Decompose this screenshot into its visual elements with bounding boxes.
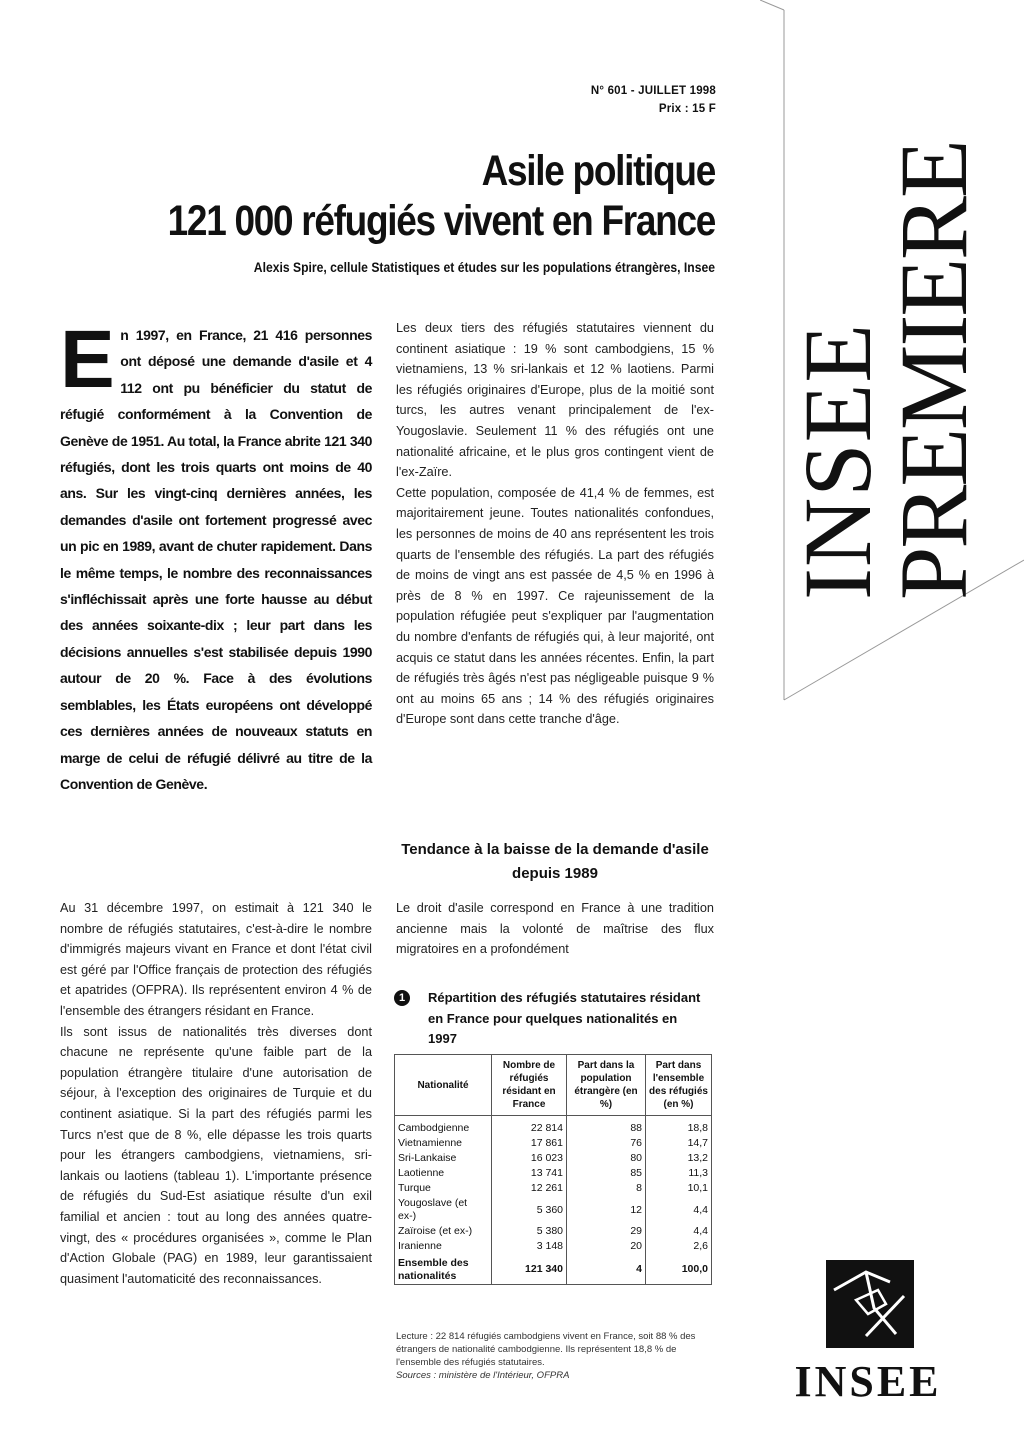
- table-cell: 12: [567, 1196, 646, 1224]
- note-label: Lecture :: [396, 1331, 433, 1342]
- table-cell: 4: [567, 1254, 646, 1285]
- issue-number: N° 601 - JUILLET 1998: [590, 85, 716, 97]
- paragraph: Les deux tiers des réfugiés statutaires viennent du continent asiatique : 19 % sont cambodgiens, 15 % vietnamiens, 13 % sri-lankais et 12 % laotiens. Parmi les réfugiés originaires d'Europe, plus de la moitié sont turcs, les autres venant principalement de l'ex-Yougoslavie. Seulement 11 % des réfugiés ont une nationalité africaine, et le plus gros contingent vient de l'ex-Zaïre.: [396, 321, 714, 480]
- table-cell: 3 148: [492, 1239, 567, 1254]
- table-cell: 76: [567, 1136, 646, 1151]
- intro-paragraph: [60, 314, 372, 797]
- brand-line-2: PREMIERE: [880, 141, 987, 600]
- table-cell: 88: [567, 1116, 646, 1137]
- table-note: [396, 1330, 712, 1382]
- drop-cap: E: [60, 314, 115, 405]
- table-row: [395, 1196, 712, 1224]
- column-3: [396, 898, 714, 960]
- table-cell: 4,4: [646, 1224, 712, 1239]
- source-text: Sources : ministère de l'Intérieur, OFPRA: [396, 1370, 570, 1381]
- paragraph: Le droit d'asile correspond en France à une tradition ancienne mais la volonté de maîtrise des flux migratoires en a profondément: [396, 901, 714, 957]
- table-row: [395, 1136, 712, 1151]
- table-row: [395, 1116, 712, 1137]
- table-cell: Yougoslave (et ex-): [395, 1196, 492, 1224]
- title-line-1: Asile politique: [481, 147, 715, 195]
- issue-info: [591, 82, 716, 118]
- table-cell: 8: [567, 1181, 646, 1196]
- intro-text: n 1997, en France, 21 416 personnes ont déposé une demande d'asile et 4 112 ont pu bénéficier du statut de réfugié conformément à la Convention de Genève de 1951. Au total, la France abrite 121 340 réfugiés, dont les trois quarts ont moins de 40 ans. Sur les vingt-cinq dernières années, les demandes d'asile ont fortement progressé avec un pic en 1989, avant de chuter rapidement. Dans le même temps, le nombre des reconnaissances s'infléchissait après une forte hausse au début des années soixante-dix ; leur part dans les décisions annuelles s'est stabilisée depuis 1990 autour de 20 %. Face à des évolutions semblables, les États européens ont développé ces dernières années de nouveaux statuts en marge de celui de réfugié délivré au titre de la Convention de Genève.: [60, 327, 372, 792]
- table-cell: Cambodgienne: [395, 1116, 492, 1137]
- refugee-table: [394, 1054, 712, 1285]
- table-cell: 20: [567, 1239, 646, 1254]
- table-cell: 5 360: [492, 1196, 567, 1224]
- table-number-badge: 1: [394, 990, 410, 1006]
- table-title: Répartition des réfugiés statutaires résidant en France pour quelques nationalités en 1997: [428, 990, 701, 1046]
- table-cell: Vietnamienne: [395, 1136, 492, 1151]
- table-cell: 2,6: [646, 1239, 712, 1254]
- table-header: Nombre de réfugiés résidant en France: [492, 1055, 567, 1116]
- table-cell: 5 380: [492, 1224, 567, 1239]
- table-cell: Ensemble des nationalités: [395, 1254, 492, 1285]
- table-cell: 80: [567, 1151, 646, 1166]
- brand-vertical: [784, 40, 1020, 600]
- byline: Alexis Spire, cellule Statistiques et études sur les populations étrangères, Insee: [253, 260, 715, 275]
- paragraph: Au 31 décembre 1997, on estimait à 121 340 le nombre de réfugiés statutaires, c'est-à-dire le nombre d'immigrés majeurs vivant en France et dont l'état civil est géré par l'Office français de protection des réfugiés et apatrides (OFPRA). Ils représentent environ 4 % de l'ensemble des étrangers résidant en France.: [60, 901, 372, 1018]
- column-2: [396, 318, 714, 730]
- table-header: Part dans l'ensemble des réfugiés (en %): [646, 1055, 712, 1116]
- table-cell: 14,7: [646, 1136, 712, 1151]
- table-header-row: [395, 1055, 712, 1116]
- table-cell: Turque: [395, 1181, 492, 1196]
- title-line-2: 121 000 réfugiés vivent en France: [167, 197, 715, 245]
- issue-price: Prix : 15 F: [658, 103, 716, 115]
- table-cell: Iranienne: [395, 1239, 492, 1254]
- table-cell: 4,4: [646, 1196, 712, 1224]
- table-total-row: [395, 1254, 712, 1285]
- table-header: Nationalité: [395, 1055, 492, 1116]
- paragraph: Cette population, composée de 41,4 % de femmes, est majoritairement jeune. Toutes nationalités confondues, les personnes de moins de 40 ans représentent les trois quarts de l'ensemble des réfugiés. La part des réfugiés de moins de vingt ans est passée de 4,5 % en 1996 à près de 8 % en 1997. Ce rajeunissement de la population réfugiée peut s'expliquer par l'augmentation du nombre d'enfants de réfugiés qui, à leur majorité, ont acquis ce statut dans les années récentes. Enfin, la part de réfugiés très âgés n'est pas négligeable puisque 9 % ont au moins 65 ans ; 14 % des réfugiés originaires d'Europe sont dans cette tranche d'âge.: [396, 485, 714, 727]
- table-cell: 29: [567, 1224, 646, 1239]
- table-cell: Laotienne: [395, 1166, 492, 1181]
- table-cell: Sri-Lankaise: [395, 1151, 492, 1166]
- table-cell: 85: [567, 1166, 646, 1181]
- table-row: [395, 1166, 712, 1181]
- page-title: [152, 146, 715, 246]
- table-row: [395, 1181, 712, 1196]
- table-cell: 100,0: [646, 1254, 712, 1285]
- paragraph: Ils sont issus de nationalités très diverses dont chacune ne représente qu'une faible part de la population étrangère titulaire d'une autorisation de séjour, à l'exception des originaires de Turquie et du continent asiatique. Si la part des réfugiés parmi les Turcs n'est que de 8 %, elle dépasse les trois quarts pour les étrangers cambodgiens, vietnamiens, sri-lankais ou laotiens (tableau 1). L'importante présence de réfugiés du Sud-Est asiatique résulte d'un exil familial et ancien : tout au long des années quatre-vingt, des « procédures organisées », comme le Plan d'Action Globale (PAG) en 1989, leur garantissaient quasiment l'automaticité des reconnaissances.: [60, 1024, 372, 1286]
- table-cell: 12 261: [492, 1181, 567, 1196]
- table-header: Part dans la population étrangère (en %): [567, 1055, 646, 1116]
- insee-logo-text: INSEE: [794, 1357, 942, 1406]
- table-cell: 13,2: [646, 1151, 712, 1166]
- table-cell: 18,8: [646, 1116, 712, 1137]
- note-text: 22 814 réfugiés cambodgiens vivent en France, soit 88 % des étrangers de nationalité cambodgienne. Ils représentent 18,8 % de l'ensemble des réfugiés statutaires.: [396, 1331, 696, 1368]
- table-cell: 11,3: [646, 1166, 712, 1181]
- insee-logo-icon: [826, 1260, 914, 1348]
- table-cell: 17 861: [492, 1136, 567, 1151]
- table-cell: 22 814: [492, 1116, 567, 1137]
- insee-logo: [826, 1260, 914, 1348]
- column-1: [60, 898, 372, 1289]
- table-row: [395, 1151, 712, 1166]
- section-heading: Tendance à la baisse de la demande d'asile depuis 1989: [401, 841, 709, 882]
- table-cell: 16 023: [492, 1151, 567, 1166]
- table-row: [395, 1224, 712, 1239]
- table-cell: 10,1: [646, 1181, 712, 1196]
- brand-line-1: INSEE: [784, 323, 891, 600]
- table-cell: 121 340: [492, 1254, 567, 1285]
- table-row: [395, 1239, 712, 1254]
- table-cell: Zaïroise (et ex-): [395, 1224, 492, 1239]
- table-cell: 13 741: [492, 1166, 567, 1181]
